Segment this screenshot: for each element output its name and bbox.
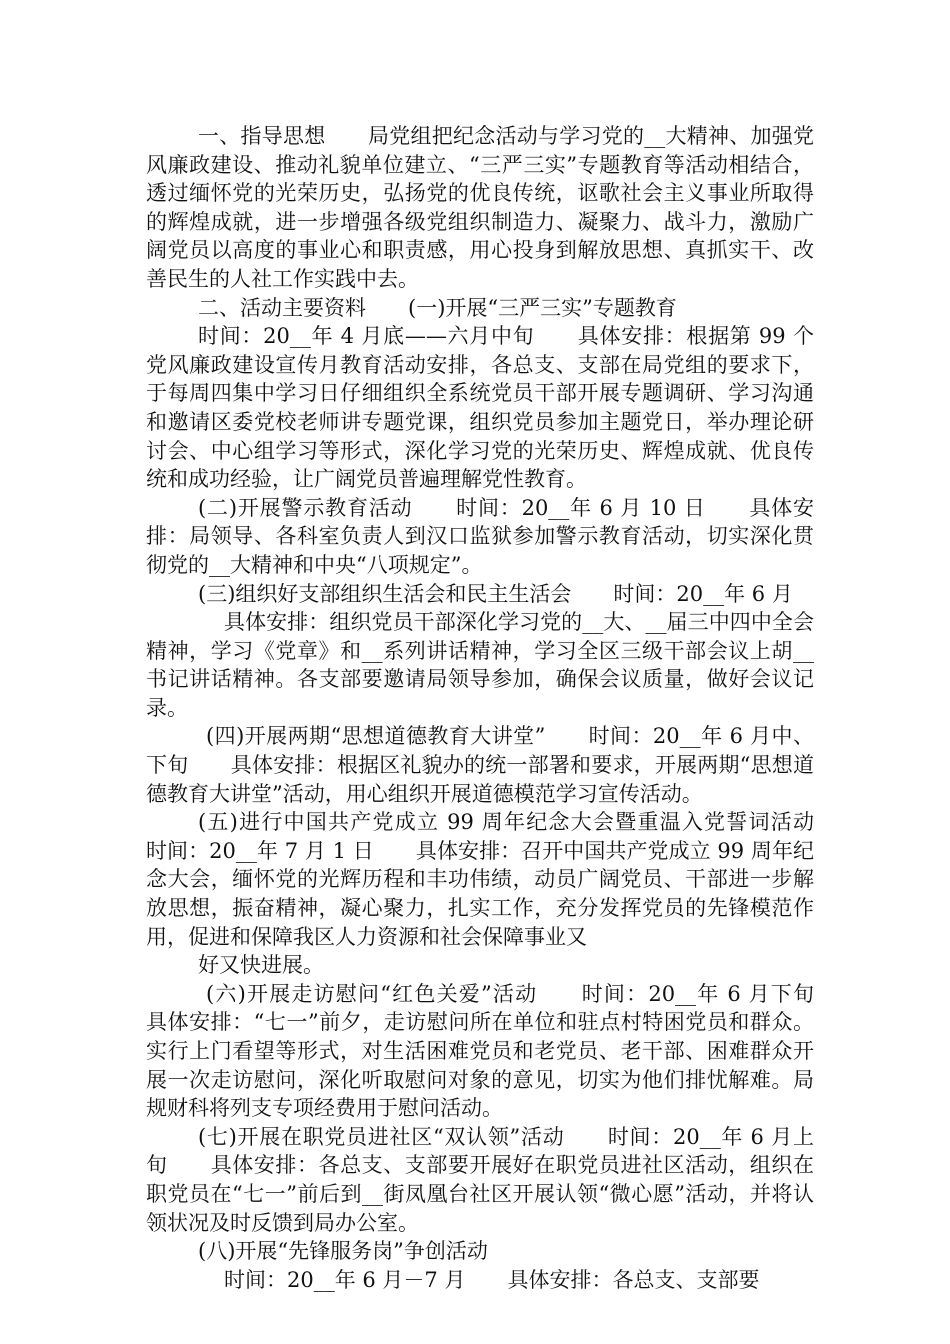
paragraph-item-6: (六)开展走访慰问“红色关爱”活动 时间：20__年 6 月下旬 具体安排：“七一”前夕，走访慰问所在单位和驻点村特困党员和群众。实行上门看望等形式，对生活困难党员和老党员、老干部、困难群众开展一次走访慰问，深化听取慰问对象的意见，切实为他们排忧解难。局规财科将列支专项经费用于慰问活动。 [146,981,856,1121]
paragraph-item-2: (二)开展警示教育活动 时间：20__年 6 月 10 日 具体安排：局领导、各科室负责人到汉口监狱参加警示教育活动，切实深化贯彻党的__大精神和中央“八项规定”。 [146,495,814,577]
paragraph-main-activities: 二、活动主要资料 (一)开展“三严三实”专题教育 [198,295,677,320]
document-body [146,122,856,1294]
paragraph-item-3: (三)组织好支部组织生活会和民主生活会 时间：20__年 6 月 [198,581,793,606]
paragraph-item-7: (七)开展在职党员进社区“双认领”活动 时间：20__年 6 月上旬 具体安排：各总支、支部要开展好在职党员进社区活动，组织在职党员在“七一”前后到__街凤凰台社区开展认领“微心愿”活动，并将认领状况及时反馈到局办公室。 [146,1124,814,1235]
paragraph-item-8-schedule: 时间：20__年 6 月－7 月 具体安排：各总支、支部要 [224,1267,760,1292]
paragraph-item-3-arrangement: 具体安排：组织党员干部深化学习党的__大、__届三中四中全会精神，学习《党章》和__系列讲话精神，学习全区三级干部会议上胡__书记讲话精神。各支部要邀请局领导参加，确保会议质量，做好会议记录。 [146,610,814,720]
paragraph-item-5-continued: 好又快进展。 [198,953,324,978]
paragraph-item-4: (四)开展两期“思想道德教育大讲堂” 时间：20__年 6 月中、下旬 具体安排：根据区礼貌办的统一部署和要求，开展两期“思想道德教育大讲堂”活动，用心组织开展道德模范学习宣传活动。 [146,724,814,806]
paragraph-guiding-thought: 一、指导思想 局党组把纪念活动与学习党的__大精神、加强党风廉政建设、推动礼貌单位建立、“三严三实”专题教育等活动相结合，透过缅怀党的光荣历史，弘扬党的优良传统，讴歌社会主义事业所取得的辉煌成就，进一步增强各级党组织制造力、凝聚力、战斗力，激励广阔党员以高度的事业心和职责感，用心投身到解放思想、真抓实干、改善民生的人社工作实践中去。 [146,124,814,291]
paragraph-item-8: (八)开展“先锋服务岗”争创活动 [198,1239,488,1264]
paragraph-item-1-schedule: 时间：20__年 4 月底——六月中旬 具体安排：根据第 99 个党风廉政建设宣传月教育活动安排，各总支、支部在局党组的要求下，于每周四集中学习日仔细组织全系统党员干部开展专题调研、学习沟通和邀请区委党校老师讲专题党课，组织党员参加主题党日，举办理论研讨会、中心组学习等形式，深化学习党的光荣历史、辉煌成就、优良传统和成功经验，让广阔党员普遍理解党性教育。 [146,324,814,492]
paragraph-item-5: (五)进行中国共产党成立 99 周年纪念大会暨重温入党誓词活动 时间：20__年 7 月 1 日 具体安排：召开中国共产党成立 99 周年纪念大会，缅怀党的光辉历程和丰功伟绩，动员广阔党员、干部进一步解放思想，振奋精神，凝心聚力，扎实工作，充分发挥党员的先锋模范作用，促进和保障我区人力资源和社会保障事业又 [146,810,856,949]
